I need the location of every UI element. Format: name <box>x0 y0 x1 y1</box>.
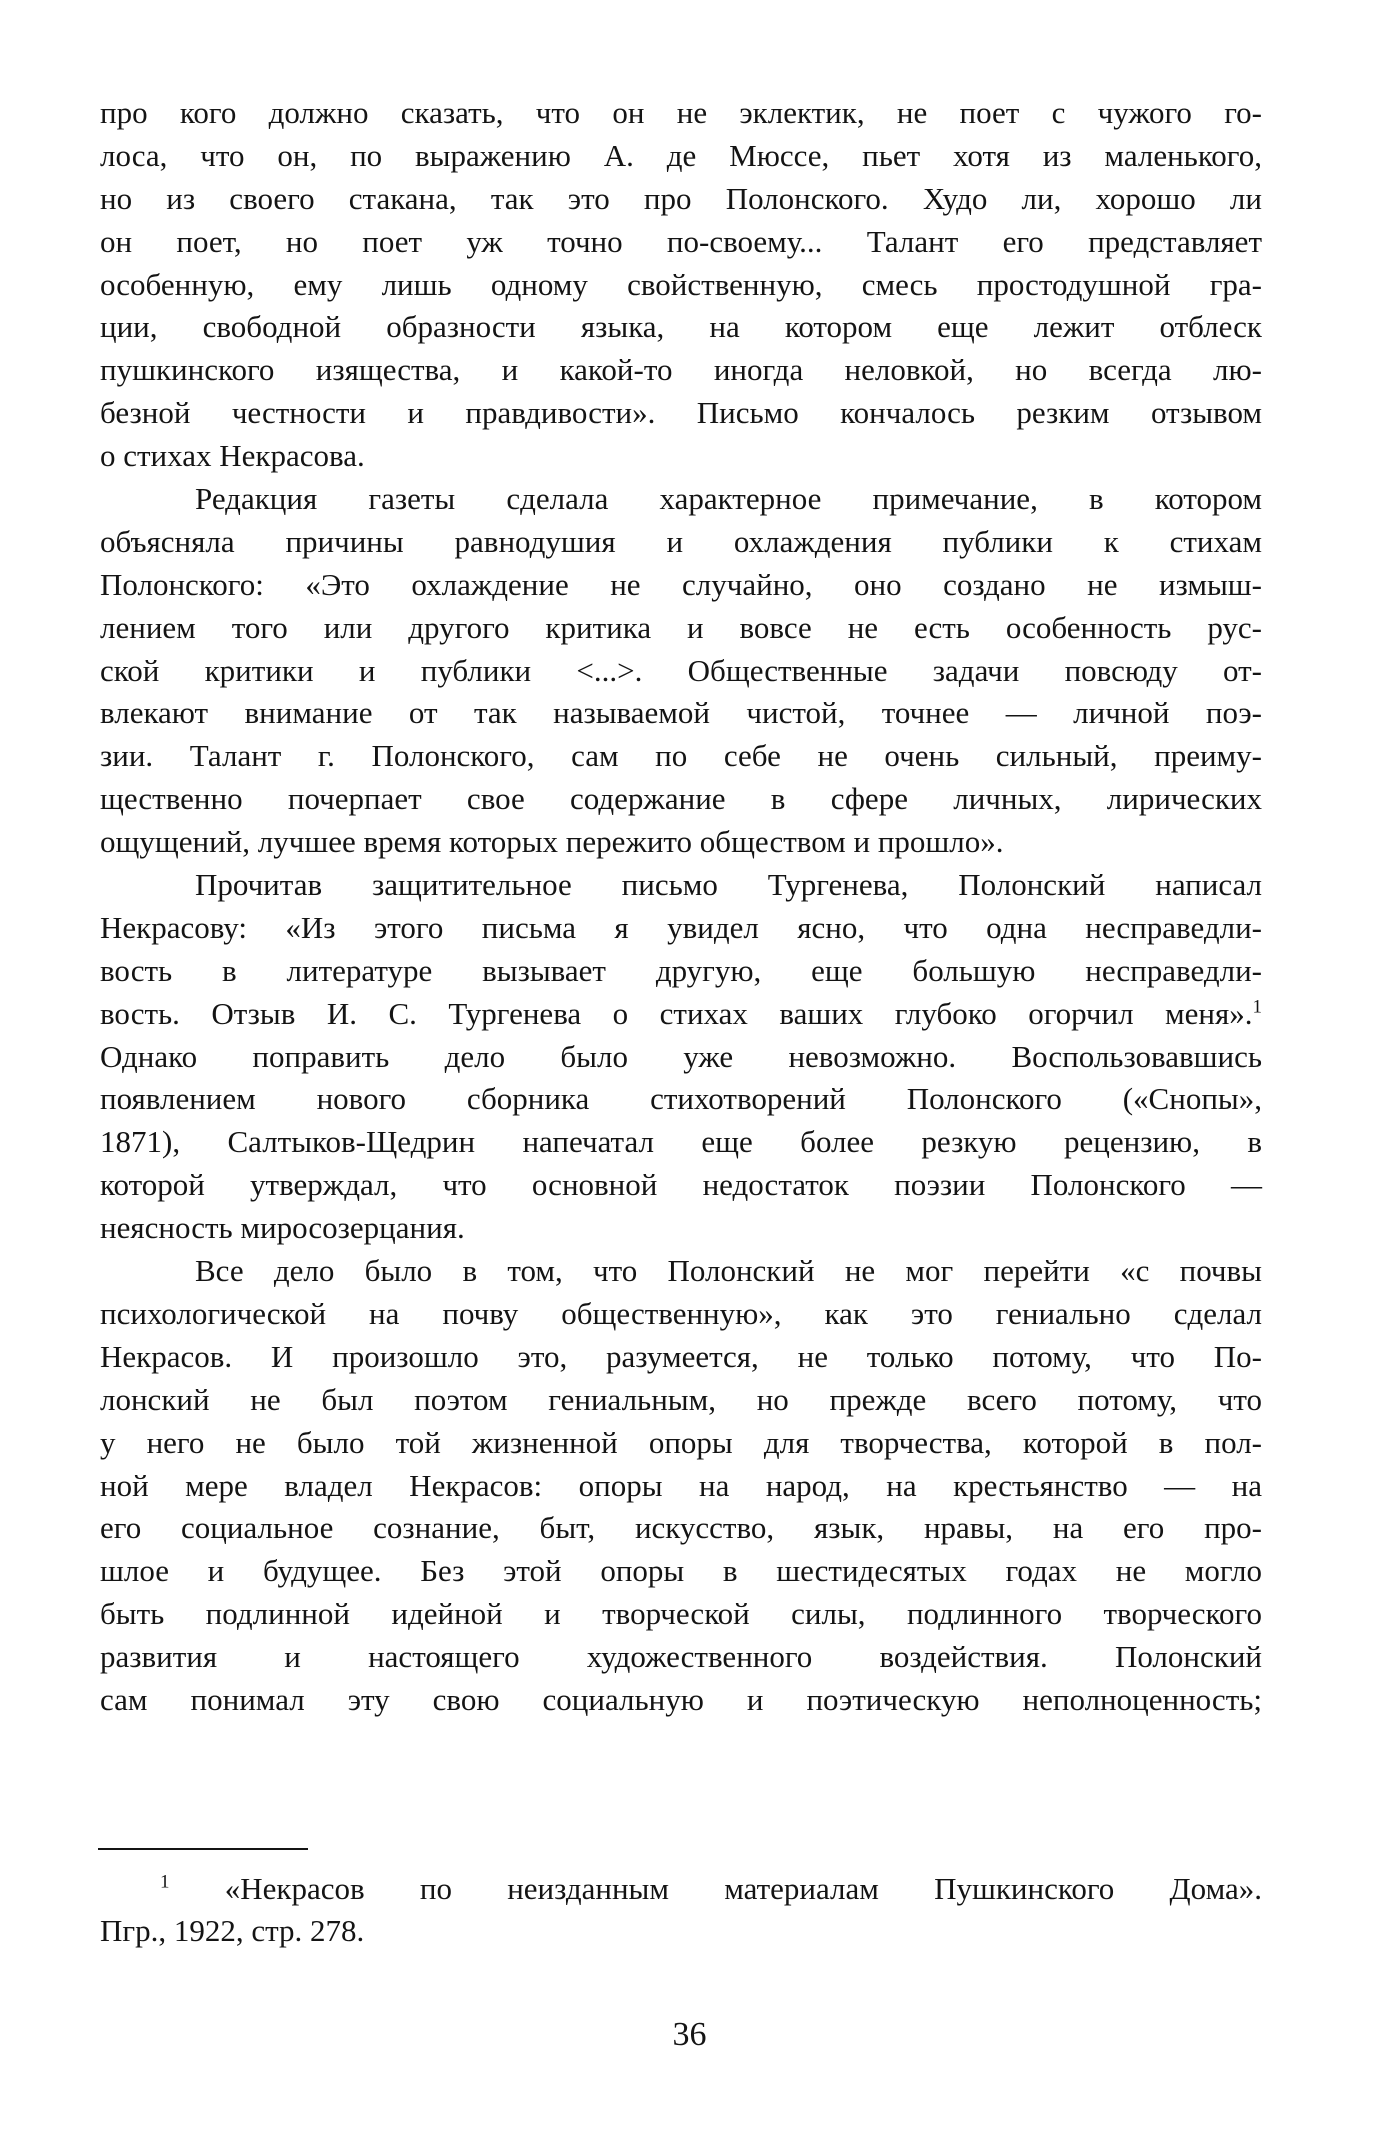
text-line: лоса, что он, по выражению А. де Мюссе, пьет хотя из маленького, <box>100 137 1262 173</box>
text-line: особенную, ему лишь одному свойственную, смесь простодушной гра- <box>100 266 1262 302</box>
text-line: шлое и будущее. Без этой опоры в шестидесятых годах не могло <box>100 1553 1262 1589</box>
page-number: 36 <box>672 2016 707 2053</box>
text-line: ной мере владел Некрасов: опоры на народ, на крестьянство — на <box>100 1467 1262 1503</box>
text-line-with-footnote <box>100 993 1262 1036</box>
footnote-text: «Некрасов по неизданным материалам Пушкинского Дома». <box>224 1871 1263 1906</box>
text-line: Однако поправить дело было уже невозможно. Воспользовавшись <box>100 1038 1262 1074</box>
text-line: Некрасову: «Из этого письма я увидел ясно, что одна несправедли- <box>100 909 1262 945</box>
text-line: лонский не был поэтом гениальным, но прежде всего потому, что <box>100 1381 1262 1417</box>
text-line: зии. Талант г. Полонского, сам по себе не очень сильный, преиму- <box>100 738 1262 774</box>
text-line: Полонского: «Это охлаждение не случайно, оно создано не измыш- <box>100 566 1262 602</box>
footnote-marker: 1 <box>160 1871 170 1893</box>
text-line: Редакция газеты сделала характерное примечание, в котором <box>195 481 1262 517</box>
footnote-line <box>100 1868 1262 1910</box>
text-line: его социальное сознание, быт, искусство, язык, нравы, на его про- <box>100 1510 1262 1546</box>
main-text <box>100 92 1262 1722</box>
text-line: лением того или другого критика и вовсе не есть особенность рус- <box>100 609 1262 645</box>
footnote <box>100 1868 1262 1952</box>
text-line: 1871), Салтыков-Щедрин напечатал еще более резкую рецензию, в <box>100 1124 1262 1160</box>
text-line: которой утверждал, что основной недостаток поэзии Полонского — <box>100 1167 1262 1203</box>
text-line: объясняла причины равнодушия и охлаждения публики к стихам <box>100 523 1262 559</box>
text-line: про кого должно сказать, что он не эклектик, не поет с чужого го- <box>100 95 1262 130</box>
text-line: Все дело было в том, что Полонский не мог перейти «с почвы <box>195 1253 1262 1289</box>
text-line: Некрасов. И произошло это, разумеется, не только потому, что По- <box>100 1338 1262 1374</box>
text-line: у него не было той жизненной опоры для творчества, которой в пол- <box>100 1424 1262 1460</box>
text-line: появлением нового сборника стихотворений Полонского («Снопы», <box>100 1081 1262 1117</box>
text-line: развития и настоящего художественного воздействия. Полонский <box>100 1639 1262 1675</box>
text-line: психологической на почву общественную», как это гениально сделал <box>100 1295 1262 1331</box>
text-line: щественно почерпает свое содержание в сфере личных, лирических <box>100 781 1262 817</box>
text-line: влекают внимание от так называемой чистой, точнее — личной поэ- <box>100 695 1262 731</box>
text-line: быть подлинной идейной и творческой силы, подлинного творческого <box>100 1596 1262 1632</box>
footnote-reference: 1 <box>1252 996 1262 1018</box>
text-line: вость в литературе вызывает другую, еще большую несправедли- <box>100 952 1262 988</box>
footnote-divider <box>98 1848 308 1850</box>
text-line: пушкинского изящества, и какой-то иногда неловкой, но всегда лю- <box>100 352 1262 388</box>
text-line: но из своего стакана, так это про Полонского. Худо ли, хорошо ли <box>100 180 1262 216</box>
text-line: ощущений, лучшее время которых пережито обществом и прошло». <box>100 824 1004 860</box>
text-line: сам понимал эту свою социальную и поэтическую неполноценность; <box>100 1681 1262 1717</box>
text-line: безной честности и правдивости». Письмо кончалось резким отзывом <box>100 395 1262 431</box>
text-line: ской критики и публики <...>. Общественные задачи повсюду от- <box>100 652 1262 688</box>
text-line: неясность миросозерцания. <box>100 1210 465 1246</box>
text-line: он поет, но поет уж точно по-своему... Талант его представляет <box>100 223 1262 259</box>
text-line: Прочитав защитительное письмо Тургенева, Полонский написал <box>195 867 1262 903</box>
text-line: вость. Отзыв И. С. Тургенева о стихах ваших глубоко огорчил меня». <box>100 995 1253 1031</box>
text-line: ции, свободной образности языка, на котором еще лежит отблеск <box>100 309 1262 345</box>
text-line: о стихах Некрасова. <box>100 438 365 474</box>
footnote-line: Пгр., 1922, стр. 278. <box>100 1913 365 1948</box>
